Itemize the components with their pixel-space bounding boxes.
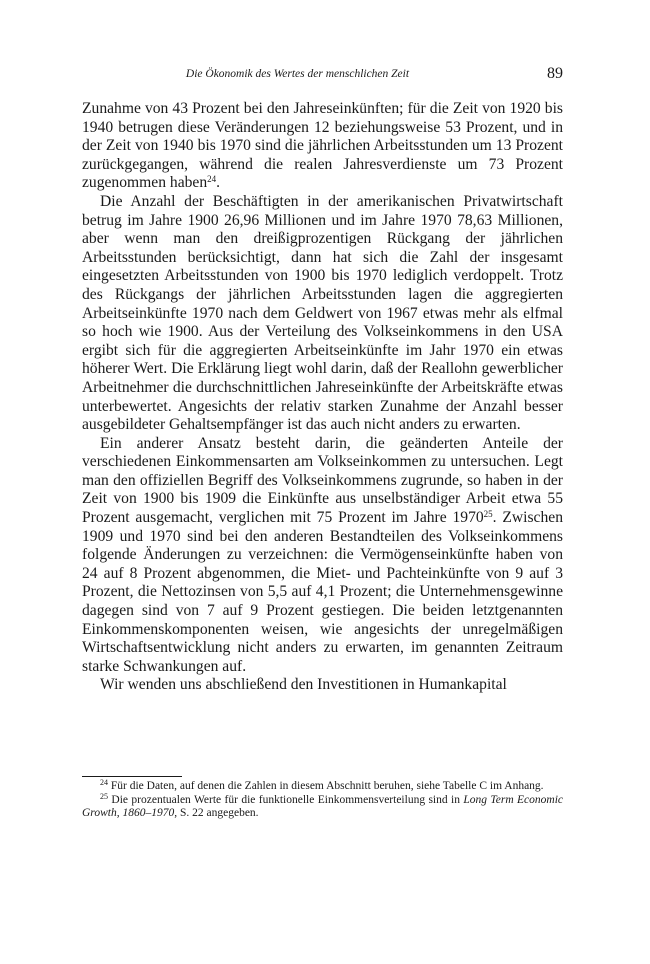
paragraph-income-shares xyxy=(82,435,563,677)
paragraph-human-capital xyxy=(82,676,563,695)
footnote-divider xyxy=(82,776,182,777)
paragraph-tail: . Zwischen 1909 und 1970 sind bei den anderen Bestandteilen des Volkseinkommens folgende Änderungen zu verzeichnen: die Vermögenseinkünfte haben von 24 auf 8 Prozent abgenommen, die Miet- und Pachteinkünfte von 9 auf 3 Prozent, die Nettozinsen von 5,5 auf 4,1 Prozent; die Unternehmensgewinne dagegen sind von 7 auf 9 Prozent gestiegen. Die beiden letztgenannten Einkommenskomponenten weisen, wie angesichts der unregelmäßigen Wirtschaftsentwicklung nicht anders zu erwarten, im genannten Zeitraum starke Schwankungen auf. xyxy=(82,509,563,675)
footnote-mark: 24 xyxy=(100,778,108,787)
footnote-text: Für die Daten, auf denen die Zahlen in diesem Abschnitt beruhen, siehe Tabelle C im Anhang. xyxy=(110,780,544,792)
paragraph-text: Zunahme von 43 Prozent bei den Jahreseinkünften; für die Zeit von 1920 bis 1940 betrugen diese Veränderungen 12 beziehungsweise 53 Prozent, und in der Zeit von 1940 bis 1970 sind die jährlichen Arbeitsstunden um 13 Prozent zurückgegangen, während die realen Jahresverdienste um 73 Prozent zugenommen haben xyxy=(82,100,563,192)
footnote-text: Die prozentualen Werte für die funktionelle Einkommensverteilung sind in xyxy=(111,793,460,806)
page-header xyxy=(82,66,563,86)
paragraph-employment xyxy=(82,193,563,435)
footnote-reference-24[interactable]: 24 xyxy=(207,174,217,185)
paragraph-text: Ein anderer Ansatz besteht darin, die geänderten Anteile der verschiedenen Einkommensarten am Volkseinkommen zu untersuchen. Legt man den offiziellen Begriff des Volkseinkommens zugrunde, so haben in der Zeit von 1900 bis 1909 die Einkünfte aus unselbständiger Arbeit etwa 55 Prozent ausgemacht, verglichen mit 75 Prozent im Jahre 1970 xyxy=(82,434,563,527)
paragraph-text: Wir wenden uns abschließend den Investitionen in Humankapital xyxy=(100,676,507,694)
footnote-reference-25[interactable]: 25 xyxy=(483,509,493,520)
running-title: Die Ökonomik des Wertes der menschlichen Zeit xyxy=(185,68,410,80)
body-text xyxy=(82,100,563,695)
footnote-tail: , S. 22 angegeben. xyxy=(174,807,259,820)
paragraph-text: Die Anzahl der Beschäftigten in der amerikanischen Privatwirtschaft betrug im Jahre 1900 26,96 Millionen und im Jahre 1970 78,63 Millionen, aber wenn man den dreißigprozentigen Rückgang der jährlichen Arbeitsstunden berücksichtigt, dann hat sich die Zahl der insgesamt eingesetzten Arbeitsstunden von 1900 bis 1970 lediglich verdoppelt. Trotz des Rückgangs der jährlichen Arbeitsstunden lagen die aggregierten Arbeitseinkünfte 1970 nach dem Geldwert von 1967 etwas mehr als elfmal so hoch wie 1900. Aus der Verteilung des Volkseinkommens in den USA ergibt sich für die aggregierten Arbeitseinkünfte im Jahr 1970 ein etwas höherer Wert. Die Erklärung liegt wohl darin, daß der Reallohn gewerblicher Arbeitnehmer die durchschnittlichen Jahreseinkünfte der Arbeitskräfte etwas unterbewertet. Angesichts der relativ starken Zunahme der Anzahl besser ausgebildeter Gehaltsempfänger ist das auch nicht anders zu erwarten. xyxy=(82,192,563,434)
footnote-mark: 25 xyxy=(100,791,108,801)
page-number: 89 xyxy=(547,65,563,82)
footnote-25 xyxy=(82,791,564,821)
footnotes xyxy=(82,780,563,821)
paragraph-continued xyxy=(82,100,563,193)
paragraph-tail: . xyxy=(216,174,221,192)
footnote-24 xyxy=(82,780,563,794)
cited-work-title: Long Term Economic Growth, 1860–1970 xyxy=(82,793,564,820)
